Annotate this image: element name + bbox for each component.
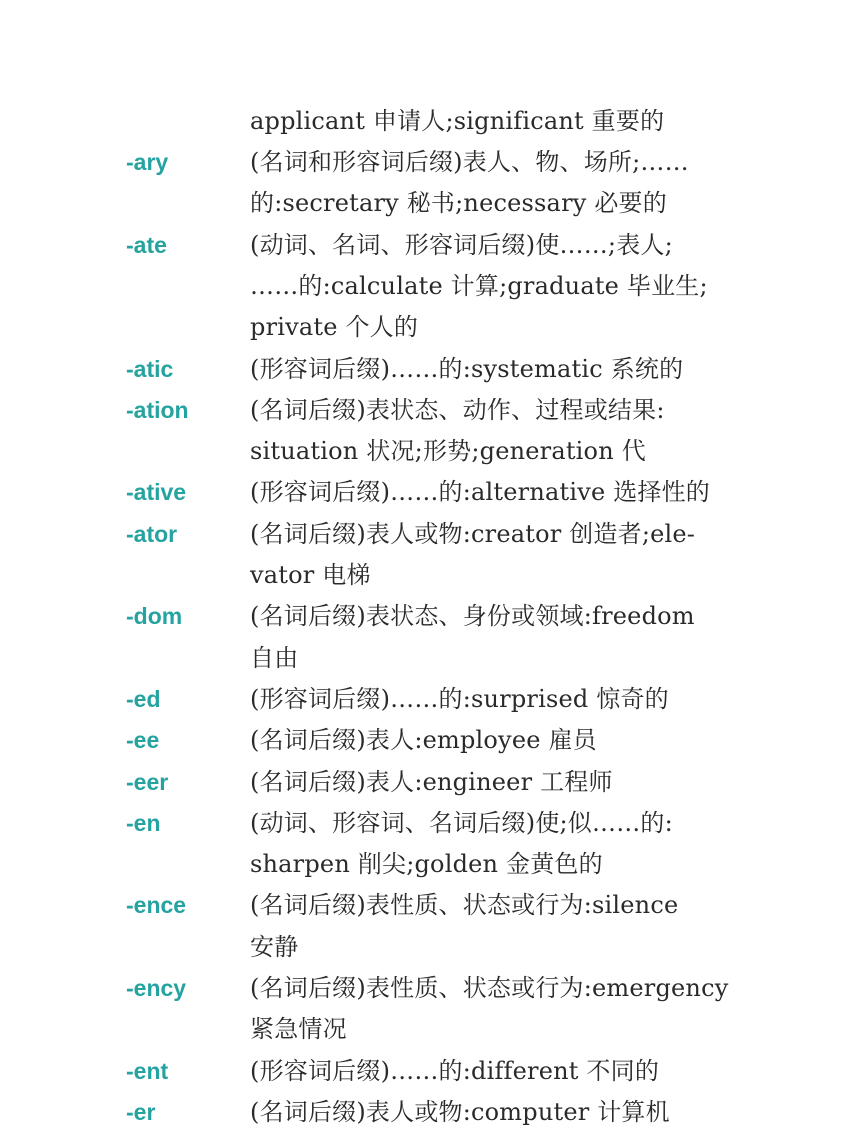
suffix-term: -ency [126,975,187,1001]
definition-line: (名词和形容词后缀)表人、物、场所;…… [250,148,689,176]
definition-line: 自由 [250,644,299,672]
definition-line: ……的:calculate 计算;graduate 毕业生; [250,272,708,300]
suffix-term: -er [126,1099,156,1125]
definition-line: vator 电梯 [250,561,371,589]
definition-line: (形容词后缀)……的:systematic 系统的 [250,355,684,383]
definition-line: 安静 [250,933,299,961]
definition-line: (名词后缀)表人:engineer 工程师 [250,768,613,796]
definition-line: situation 状况;形势;generation 代 [250,437,646,465]
definition-line: 的:secretary 秘书;necessary 必要的 [250,189,667,217]
suffix-term: -ation [126,397,189,423]
suffix-term: -en [126,810,161,836]
definition-line: 紧急情况 [250,1015,347,1043]
suffix-term: -eer [126,769,169,795]
suffix-term: -ent [126,1058,169,1084]
definition-line: private 个人的 [250,313,419,341]
suffix-term: -ate [126,232,167,258]
definition-line: (名词后缀)表人:employee 雇员 [250,726,597,754]
suffix-term: -ary [126,149,169,175]
suffix-term: -atic [126,356,174,382]
suffix-term: -ence [126,892,187,918]
suffix-term: -dom [126,603,183,629]
continuation-line: applicant 申请人;significant 重要的 [250,107,665,135]
definition-line: (名词后缀)表状态、身份或领域:freedom [250,602,695,630]
definition-line: (名词后缀)表人或物:creator 创造者;ele- [250,520,696,548]
definition-line: (形容词后缀)……的:alternative 选择性的 [250,478,710,506]
definition-line: (动词、形容词、名词后缀)使;似……的: [250,809,673,837]
definition-line: sharpen 削尖;golden 金黄色的 [250,850,603,878]
definition-line: (名词后缀)表性质、状态或行为:emergency [250,974,729,1002]
suffix-term: -ed [126,686,161,712]
definition-line: (名词后缀)表性质、状态或行为:silence [250,891,679,919]
suffix-term: -ator [126,521,178,547]
definition-line: (名词后缀)表人或物:computer 计算机 [250,1098,670,1126]
suffix-term: -ee [126,727,160,753]
suffix-term: -ative [126,479,187,505]
definition-line: (名词后缀)表状态、动作、过程或结果: [250,396,665,424]
definition-line: (动词、名词、形容词后缀)使……;表人; [250,231,673,259]
definition-line: (形容词后缀)……的:surprised 惊奇的 [250,685,669,713]
definition-line: (形容词后缀)……的:different 不同的 [250,1057,660,1085]
